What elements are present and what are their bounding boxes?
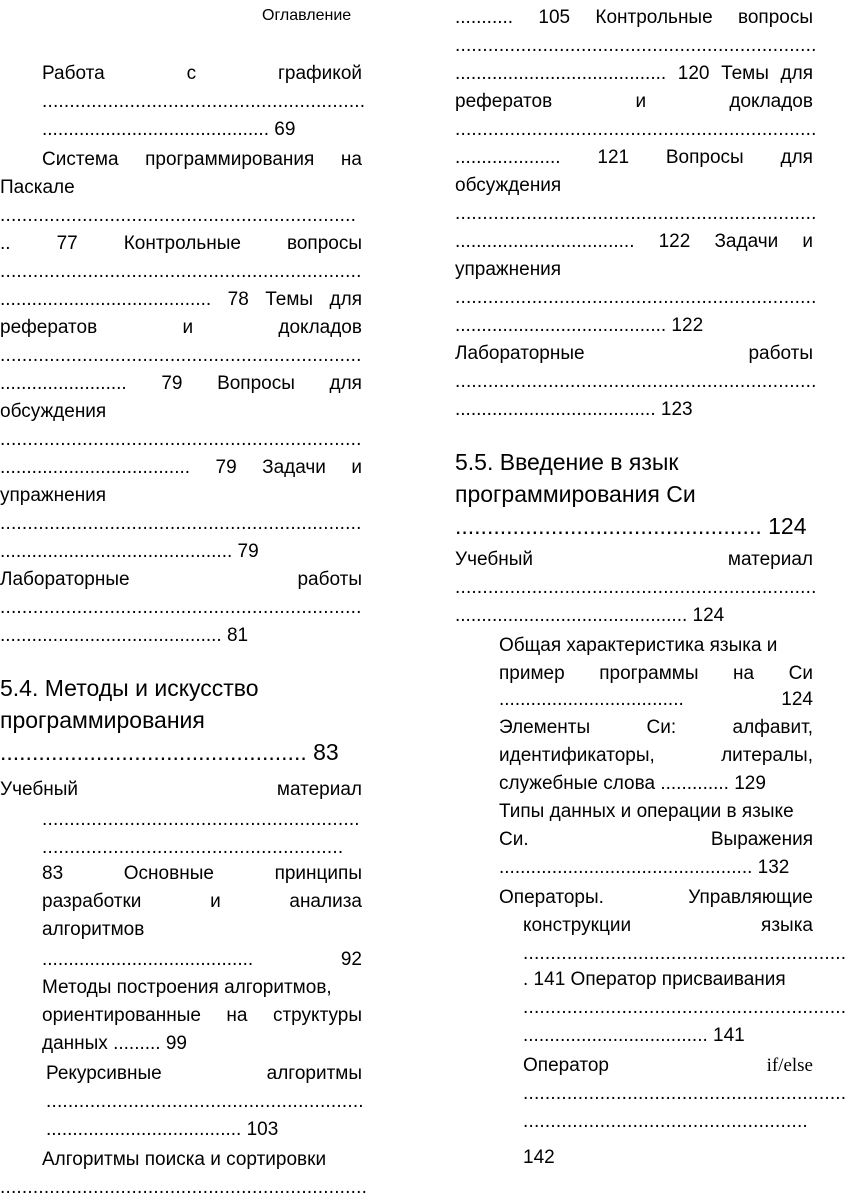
toc-page-number: ............................................ 124: [455, 605, 725, 626]
toc-dot-leader: ..................................................................: [455, 577, 817, 598]
toc-page-number: ................................... 141: [523, 1025, 745, 1046]
toc-entry[interactable]: Операторы. Управляющие: [499, 887, 813, 908]
toc-entry-text: конструкции языка: [523, 915, 813, 936]
toc-dot-leader: ..................................................................: [0, 429, 362, 450]
toc-page-number: служебные слова ............. 129: [499, 773, 766, 794]
toc-entry-text: алгоритмов: [42, 919, 145, 940]
toc-entry[interactable]: .................................... 79 Задачи и: [0, 457, 362, 478]
toc-page-number: ..................................... 103: [46, 1119, 279, 1140]
toc-entry[interactable]: .................................. 122 Задачи и: [455, 231, 813, 252]
toc-dot-leader: ...........................................................: [523, 943, 846, 964]
toc-entry-text: разработки и анализа: [42, 891, 362, 912]
toc-entry[interactable]: Учебный материал: [455, 549, 813, 570]
toc-page-number: 142: [523, 1147, 555, 1168]
toc-entry[interactable]: ........................................ 120 Темы для: [455, 63, 813, 84]
toc-dot-leader: ....................................................: [523, 1111, 808, 1132]
toc-entry[interactable]: .. 77 Контрольные вопросы: [0, 233, 362, 254]
toc-entry[interactable]: Алгоритмы поиска и сортировки: [42, 1149, 327, 1170]
toc-page-number: ........................................ 122: [455, 315, 704, 336]
toc-entry[interactable]: Элементы Си: алфавит,: [499, 717, 813, 738]
toc-dot-leader: ..................................................................: [455, 119, 817, 140]
toc-dot-leader: ..................................................................: [455, 371, 817, 392]
toc-dot-leader: ...........................................................: [523, 997, 846, 1018]
toc-dot-leader: .................................................................: [0, 205, 357, 226]
toc-entry[interactable]: 83 Основные принципы: [42, 863, 362, 884]
toc-entry-text: Паскале: [0, 177, 75, 198]
toc-entry[interactable]: ........................................ 78 Темы для: [0, 289, 362, 310]
toc-dot-leader: ...........................................................: [523, 1083, 846, 1104]
toc-dot-leader: ..................................................................: [0, 513, 362, 534]
toc-entry[interactable]: Система программирования на: [42, 149, 362, 170]
section-heading[interactable]: 5.4. Методы и искусство: [0, 675, 259, 701]
toc-dot-leader: ...........................................................: [42, 91, 366, 112]
toc-entry[interactable]: Оператор if/else: [523, 1055, 813, 1076]
toc-page-number: ................................... 124: [499, 689, 813, 710]
toc-page-number: ........................................... 69: [42, 119, 296, 140]
toc-dot-leader: ..................................................................: [455, 35, 817, 56]
toc-entry[interactable]: ........... 105 Контрольные вопросы: [455, 7, 813, 28]
toc-entry[interactable]: Рекурсивные алгоритмы: [46, 1063, 362, 1084]
toc-entry-text: упражнения: [455, 259, 562, 280]
toc-dot-leader: ..................................................................: [0, 597, 362, 618]
toc-dot-leader: ..........................................................: [46, 1091, 364, 1112]
toc-entry[interactable]: Работа с графикой: [42, 63, 362, 84]
toc-page-number: ...................................... 123: [455, 399, 693, 420]
toc-dot-leader: ..................................................................: [0, 261, 362, 282]
section-page-number: ................................................ 124: [455, 513, 807, 539]
toc-entry[interactable]: Лабораторные работы: [0, 569, 362, 590]
toc-entry[interactable]: ........................ 79 Вопросы для: [0, 373, 362, 394]
toc-entry[interactable]: Типы данных и операции в языке: [499, 801, 794, 822]
toc-dot-leader: ..................................................................: [455, 203, 817, 224]
toc-entry-text: упражнения: [0, 485, 107, 506]
section-heading[interactable]: программирования Си: [455, 481, 696, 507]
toc-page-number: данных ......... 99: [42, 1033, 187, 1054]
toc-entry[interactable]: Учебный материал: [0, 779, 362, 800]
toc-dot-leader: .......................................................: [42, 837, 344, 858]
toc-entry-text: обсуждения: [0, 401, 107, 422]
toc-entry-text: пример программы на Си: [499, 663, 813, 684]
section-heading[interactable]: программирования: [0, 707, 205, 733]
toc-dot-leader: ..........................................................: [42, 809, 360, 830]
toc-page-number: ........................................ 92: [42, 949, 362, 970]
toc-page-number: ............................................ 79: [0, 541, 259, 562]
section-heading[interactable]: 5.5. Введение в язык: [455, 449, 679, 475]
toc-dot-leader: ...................................................................: [0, 1177, 368, 1198]
toc-entry[interactable]: . 141 Оператор присваивания: [523, 969, 786, 990]
toc-entry[interactable]: Лабораторные работы: [455, 343, 813, 364]
toc-entry-text: ориентированные на структуры: [42, 1005, 362, 1026]
toc-page-number: .......................................... 81: [0, 625, 249, 646]
section-page-number: ................................................ 83: [0, 739, 339, 765]
toc-entry-text: рефератов и докладов: [455, 91, 813, 112]
toc-entry[interactable]: Общая характеристика языка и: [499, 635, 778, 656]
toc-dot-leader: ..................................................................: [455, 287, 817, 308]
toc-entry-text: идентификаторы, литералы,: [499, 745, 813, 766]
toc-page-number: ................................................ 132: [499, 857, 790, 878]
toc-dot-leader: ..................................................................: [0, 345, 362, 366]
toc-header: Оглавление: [262, 7, 352, 24]
toc-entry[interactable]: .................... 121 Вопросы для: [455, 147, 813, 168]
toc-entry-text: Си. Выражения: [499, 829, 813, 850]
toc-entry[interactable]: Методы построения алгоритмов,: [42, 977, 332, 998]
toc-entry-text: рефератов и докладов: [0, 317, 362, 338]
toc-entry-text: обсуждения: [455, 175, 562, 196]
